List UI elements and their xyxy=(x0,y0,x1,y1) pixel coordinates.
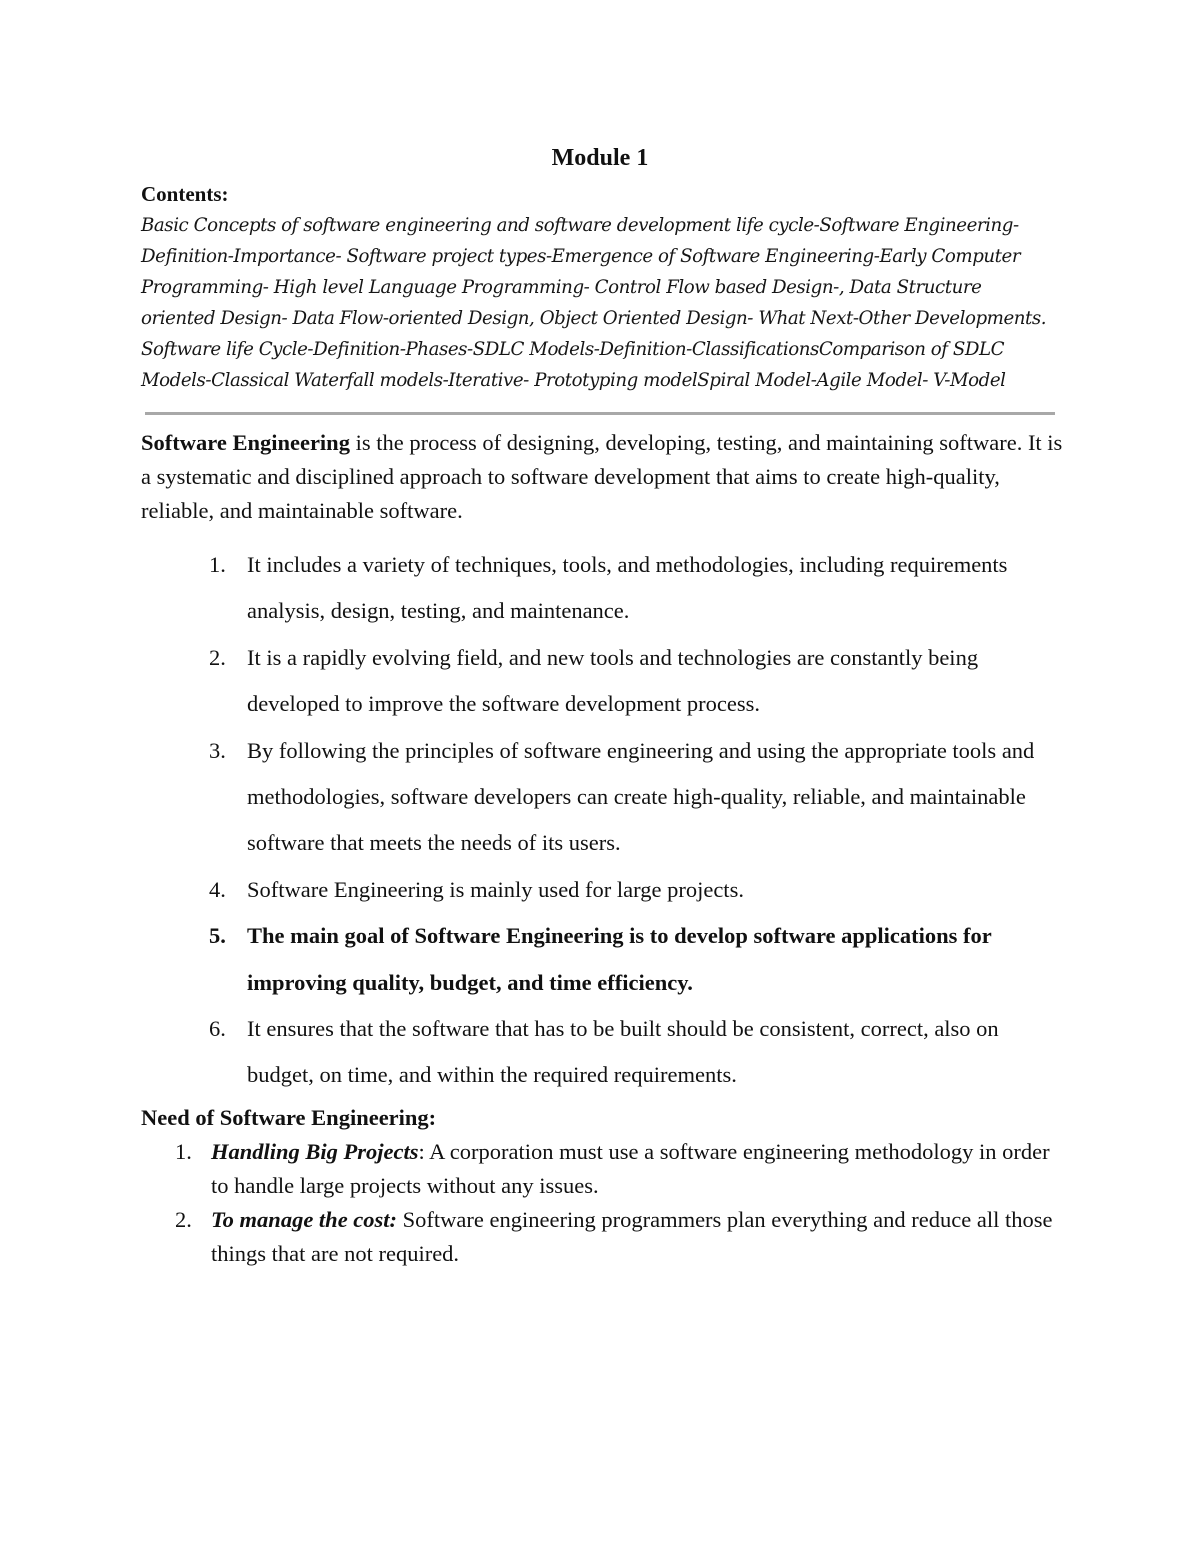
horizontal-divider xyxy=(145,412,1055,415)
list-item-text: It ensures that the software that has to be built should be consistent, correct, also on budget, on time, and within the required requirements. xyxy=(247,1016,999,1088)
need-item xyxy=(141,1203,1059,1271)
list-item-text: Software Engineering is mainly used for large projects. xyxy=(247,876,744,902)
list-item-text: It includes a variety of techniques, tools, and methodologies, including requirements analysis, design, testing, and maintenance. xyxy=(247,552,1008,624)
list-item-text: The main goal of Software Engineering is to develop software applications for improving quality, budget, and time efficiency. xyxy=(247,923,992,995)
list-item-number: 3. xyxy=(209,737,226,763)
need-heading: Need of Software Engineering: xyxy=(141,1104,437,1130)
need-item xyxy=(141,1135,1059,1203)
document-page xyxy=(141,138,1063,1271)
intro-term: Software Engineering xyxy=(141,430,350,455)
need-item-number: 1. xyxy=(175,1138,192,1164)
contents-text: Basic Concepts of software engineering and software development life cycle-Software Engineering-Definition-Importance- Software project types-Emergence of Software Engineering-Early Computer Programming- High level Language Programming- Control Flow based Design-, Data Structure oriented Design- Data Flow-oriented Design, Object Oriented Design- What Next-Other Developments. Software life Cycle-Definition-Phases-SDLC Models-Definition-ClassificationsComparison of SDLC Models-Classical Waterfall models-Iterative- Prototyping modelSpiral Model-Agile Model- V-Model xyxy=(141,215,1047,391)
points-list xyxy=(141,542,1059,1099)
contents-label: Contents: xyxy=(141,182,229,206)
list-item-text: By following the principles of software engineering and using the appropriate tools and methodologies, software developers can create high-quality, reliable, and maintainable software that meets the needs of its users. xyxy=(247,737,1035,856)
list-item-text: It is a rapidly evolving field, and new tools and technologies are constantly being developed to improve the software development process. xyxy=(247,644,979,717)
list-item xyxy=(141,867,1059,913)
list-item xyxy=(141,1006,1059,1099)
page-title: Module 1 xyxy=(551,145,649,171)
need-item-text: : A corporation must use a software engineering methodology in order to handle large projects without any issues. xyxy=(211,1138,1050,1198)
list-item-number: 6. xyxy=(209,1016,226,1042)
need-item-text: Software engineering programmers plan everything and reduce all those things that are not required. xyxy=(211,1206,1053,1266)
intro-text: is the process of designing, developing, testing, and maintaining software. It is a systematic and disciplined approach to software development that aims to create high-quality, reliable, and maintainable software. xyxy=(141,430,1063,523)
need-item-term: To manage the cost: xyxy=(211,1206,398,1232)
need-item-number: 2. xyxy=(175,1206,192,1232)
list-item xyxy=(141,635,1059,728)
list-item-number: 1. xyxy=(209,552,226,577)
list-item-number: 4. xyxy=(209,876,226,902)
list-item-number: 2. xyxy=(209,644,226,670)
list-item xyxy=(141,542,1059,635)
need-item-term: Handling Big Projects xyxy=(211,1138,419,1164)
list-item xyxy=(141,728,1059,867)
list-item-main-goal xyxy=(141,913,1059,1006)
list-item-number: 5. xyxy=(209,923,226,949)
intro-paragraph xyxy=(141,426,1066,528)
needs-list xyxy=(141,1135,1059,1271)
